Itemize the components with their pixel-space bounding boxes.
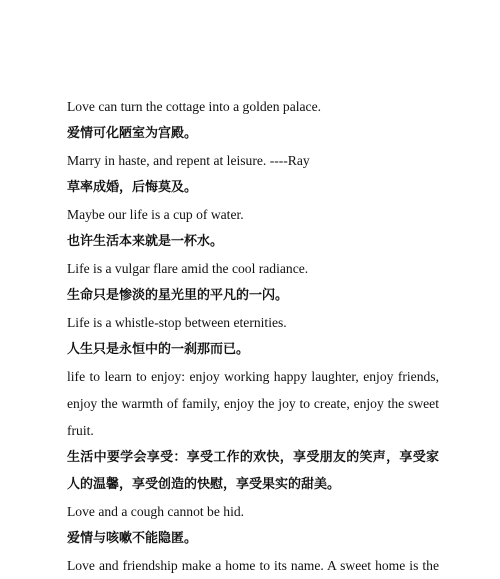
quote-english: enjoy the warmth of family, enjoy the joy to create, enjoy the sweet xyxy=(67,396,439,411)
quote-chinese: 生活中要学会享受：享受工作的欢快，享受朋友的笑声，享受家 xyxy=(67,450,439,465)
quote-chinese: 爱情与咳嗽不能隐匿。 xyxy=(67,531,198,546)
quote-english: Love and a cough cannot be hid. xyxy=(67,504,245,519)
quote-chinese: 人的温馨，享受创造的快慰，享受果实的甜美。 xyxy=(67,477,341,492)
quote-chinese: 生命只是惨淡的星光里的平凡的一闪。 xyxy=(67,288,289,303)
quote-english: Maybe our life is a cup of water. xyxy=(67,207,244,222)
quote-chinese: 草率成婚，后悔莫及。 xyxy=(67,180,198,195)
document-body xyxy=(67,93,443,579)
quote-english: Marry in haste, and repent at leisure. ----Ray xyxy=(67,153,310,168)
quote-english: Life is a vulgar flare amid the cool radiance. xyxy=(67,261,309,276)
quote-chinese: 爱情可化陋室为宫殿。 xyxy=(67,126,198,141)
quote-english: life to learn to enjoy: enjoy working happy laughter, enjoy friends, xyxy=(67,369,439,384)
quote-english: Love can turn the cottage into a golden palace. xyxy=(67,99,322,114)
quote-english: Life is a whistle-stop between eternities. xyxy=(67,315,287,330)
quote-english: fruit. xyxy=(67,423,94,438)
quote-chinese: 也许生活本来就是一杯水。 xyxy=(67,234,224,249)
quote-chinese: 人生只是永恒中的一刹那而已。 xyxy=(67,342,250,357)
quote-english: Love and friendship make a home to its name. A sweet home is the xyxy=(67,558,439,573)
